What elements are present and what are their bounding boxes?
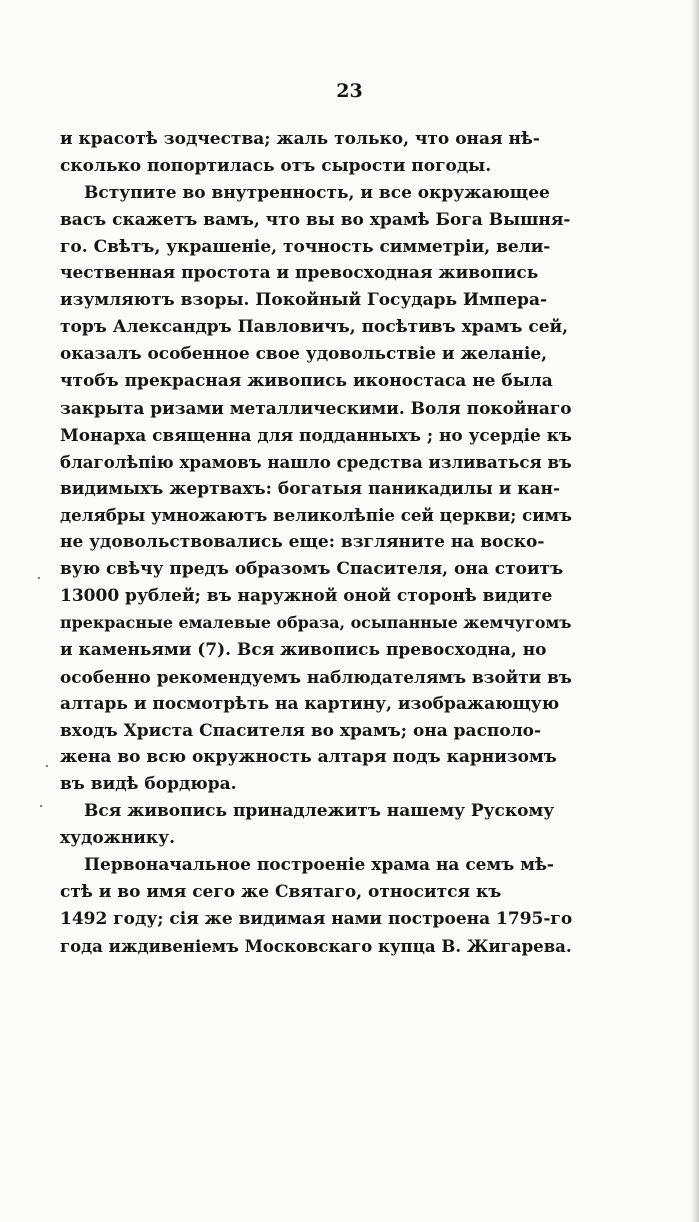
text-line: го. Свѣтъ, украшеніе, точность симметріи, вели- [60,236,551,257]
text-line: чтобъ прекрасная живопись иконостаса не была [60,371,553,392]
text-line: не удовольствовались еще: взгляните на воско- [60,532,545,553]
page-number: 23 [336,80,363,102]
text-line: алтарь и посмотрѣть на картину, изображающую [60,693,560,714]
text-line: чественная простота и превосходная живопись [60,263,539,284]
text-line: Вступите во внутренность, и все окружающее [84,182,550,203]
text-line: закрыта ризами металлическими. Воля покойнаго [60,397,572,418]
text-line: Первоначальное построеніе храма на семъ мѣ- [84,855,554,876]
text-line: 13000 рублей; въ наружной оной сторонѣ видите [60,586,553,607]
text-line: стѣ и во имя сего же Святаго, относится къ [60,881,502,902]
text-line: особенно рекомендуемъ наблюдателямъ взойти въ [60,666,572,687]
text-line: торъ Александръ Павловичъ, посѣтивъ храмъ сей, [60,317,569,338]
text-line: благолѣпію храмовъ нашло средства изливаться въ [60,451,572,472]
text-line: года иждивеніемъ Московскаго купца В. Жигарева. [60,935,572,956]
text-line: вую свѣчу предъ образомъ Спасителя, она стоитъ [60,559,564,580]
page-edge-shadow [691,0,699,1222]
text-line: сколько попортилась отъ сырости погоды. [60,155,492,176]
text-line: художнику. [60,828,175,849]
scan-speck [38,577,40,579]
text-line: Вся живопись принадлежитъ нашему Рускому [84,801,555,822]
text-line: и каменьями (7). Вся живопись превосходна, но [60,639,547,660]
text-line: Монарха священна для подданныхъ ; но усердіе къ [60,424,572,445]
text-line: васъ скажетъ вамъ, что вы во храмѣ Бога Вышня- [60,209,571,230]
text-line: жена во всю окружность алтаря подъ карнизомъ [60,747,557,768]
scan-speck [46,765,48,767]
text-line: въ видѣ бордюра. [60,774,237,795]
scan-speck [40,805,42,807]
text-line: изумляютъ взоры. Покойный Государь Импера- [60,290,548,311]
text-line: входъ Христа Спасителя во храмъ; она располо- [60,720,542,741]
text-line: видимыхъ жертвахъ: богатыя паникадилы и кан- [60,478,561,499]
text-line: и красотѣ зодчества; жаль только, что оная нѣ- [60,129,540,149]
text-line: 1492 году; сія же видимая нами построена 1795-го [60,908,573,929]
body-text [60,126,572,960]
text-line: оказалъ особенное свое удовольствіе и желаніе, [60,344,548,365]
text-line: прекрасные емалевые образа, осыпанные жемчугомъ [60,613,572,633]
text-line: делябры умножаютъ великолѣпіе сей церкви; симъ [60,505,572,526]
